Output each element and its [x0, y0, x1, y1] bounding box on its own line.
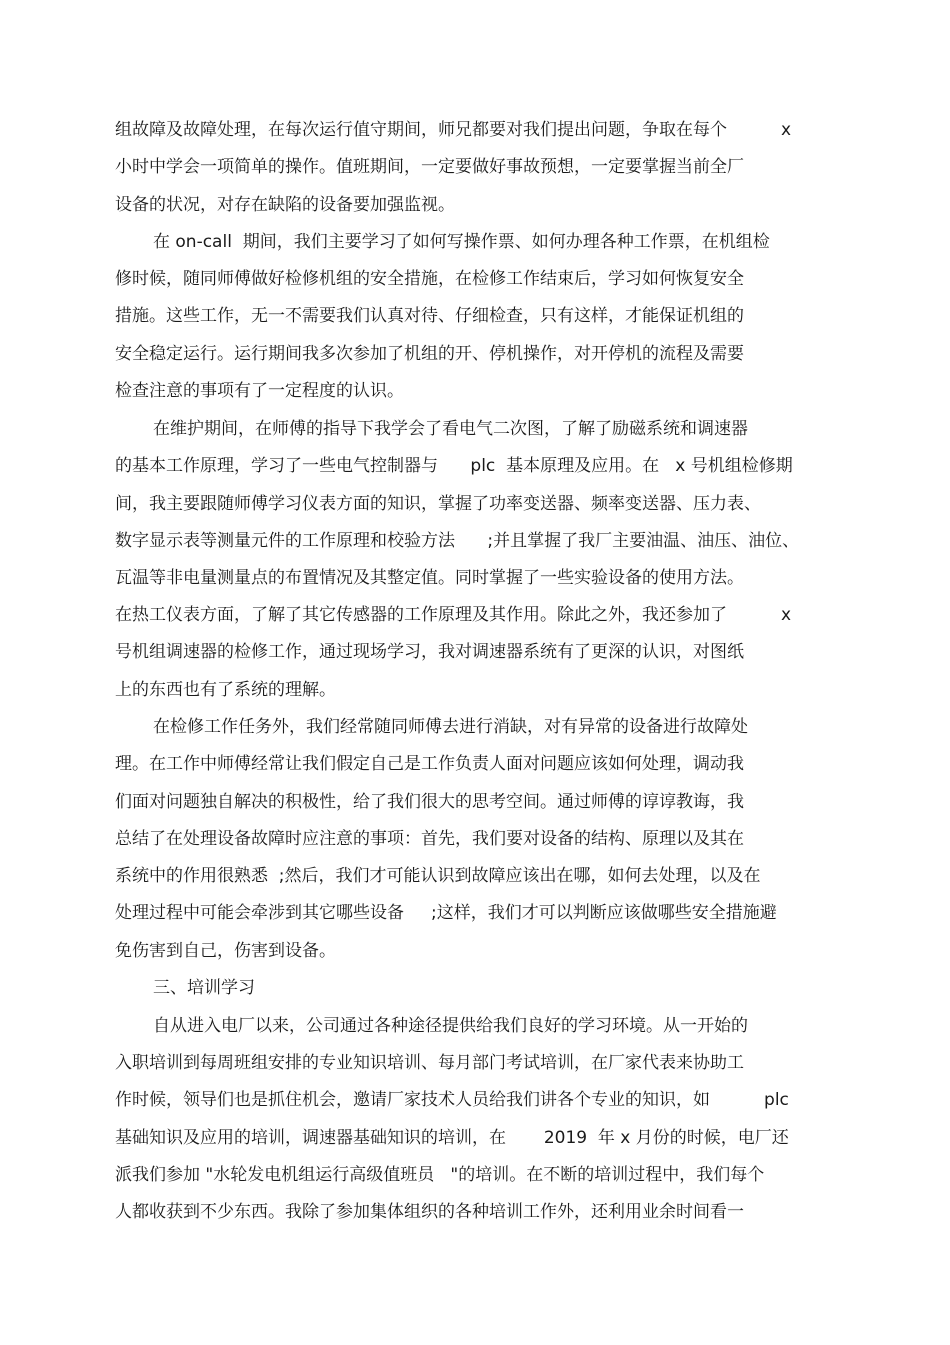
- text-line: 在热工仪表方面，了解了其它传感器的工作原理及其作用。除此之外，我还参加了 x: [115, 605, 792, 625]
- text-line: 们面对问题独自解决的积极性，给了我们很大的思考空间。通过师傅的谆谆教诲，我: [115, 792, 744, 812]
- text-line: 入职培训到每周班组安排的专业知识培训、每月部门考试培训，在厂家代表来协助工: [115, 1053, 744, 1073]
- section-heading: 三、培训学习: [153, 978, 255, 998]
- text-line: 在检修工作任务外，我们经常随同师傅去进行消缺，对有异常的设备进行故障处: [153, 717, 748, 737]
- text-line: 瓦温等非电量测量点的布置情况及其整定值。同时掌握了一些实验设备的使用方法。: [115, 568, 744, 588]
- text-line: 间，我主要跟随师傅学习仪表方面的知识，掌握了功率变送器、频率变送器、压力表、: [115, 494, 761, 514]
- text-line: 总结了在处理设备故障时应注意的事项：首先，我们要对设备的结构、原理以及其在: [115, 829, 744, 849]
- text-line: 在 on-call 期间，我们主要学习了如何写操作票、如何办理各种工作票，在机组检: [153, 232, 770, 252]
- text-line: 在维护期间，在师傅的指导下我学会了看电气二次图，了解了励磁系统和调速器: [153, 419, 748, 439]
- text-line: 处理过程中可能会牵涉到其它哪些设备 ;这样，我们才可以判断应该做哪些安全措施避: [115, 903, 777, 923]
- text-line: 数字显示表等测量元件的工作原理和校验方法 ;并且掌握了我厂主要油温、油压、油位、: [115, 531, 800, 551]
- text-line: 作时候，领导们也是抓住机会，邀请厂家技术人员给我们讲各个专业的知识，如 plc: [115, 1090, 789, 1110]
- text-line: 安全稳定运行。运行期间我多次参加了机组的开、停机操作，对开停机的流程及需要: [115, 344, 744, 364]
- text-line: 检查注意的事项有了一定程度的认识。: [115, 381, 404, 401]
- text-line: 组故障及故障处理，在每次运行值守期间，师兄都要对我们提出问题，争取在每个 x: [115, 120, 792, 140]
- text-line: 小时中学会一项简单的操作。值班期间，一定要做好事故预想，一定要掌握当前全厂: [115, 157, 744, 177]
- text-line: 理。在工作中师傅经常让我们假定自己是工作负责人面对问题应该如何处理，调动我: [115, 754, 744, 774]
- text-line: 免伤害到自己，伤害到设备。: [115, 941, 336, 961]
- text-line: 自从进入电厂以来，公司通过各种途径提供给我们良好的学习环境。从一开始的: [153, 1016, 748, 1036]
- text-line: 基础知识及应用的培训，调速器基础知识的培训，在 2019 年 x 月份的时候，电厂还: [115, 1128, 789, 1148]
- text-line: 修时候，随同师傅做好检修机组的安全措施，在检修工作结束后，学习如何恢复安全: [115, 269, 744, 289]
- text-line: 的基本工作原理，学习了一些电气控制器与 plc 基本原理及应用。在 x 号机组检修期: [115, 456, 793, 476]
- text-line: 系统中的作用很熟悉 ;然后，我们才可能认识到故障应该出在哪，如何去处理，以及在: [115, 866, 761, 886]
- text-line: 人都收获到不少东西。我除了参加集体组织的各种培训工作外，还利用业余时间看一: [115, 1202, 744, 1222]
- text-line: 上的东西也有了系统的理解。: [115, 680, 336, 700]
- text-line: 号机组调速器的检修工作，通过现场学习，我对调速器系统有了更深的认识，对图纸: [115, 642, 744, 662]
- text-line: 设备的状况，对存在缺陷的设备要加强监视。: [115, 195, 455, 215]
- text-line: 措施。这些工作，无一不需要我们认真对待、仔细检查，只有这样，才能保证机组的: [115, 306, 744, 326]
- text-line: 派我们参加 "水轮发电机组运行高级值班员 "的培训。在不断的培训过程中，我们每个: [115, 1165, 765, 1185]
